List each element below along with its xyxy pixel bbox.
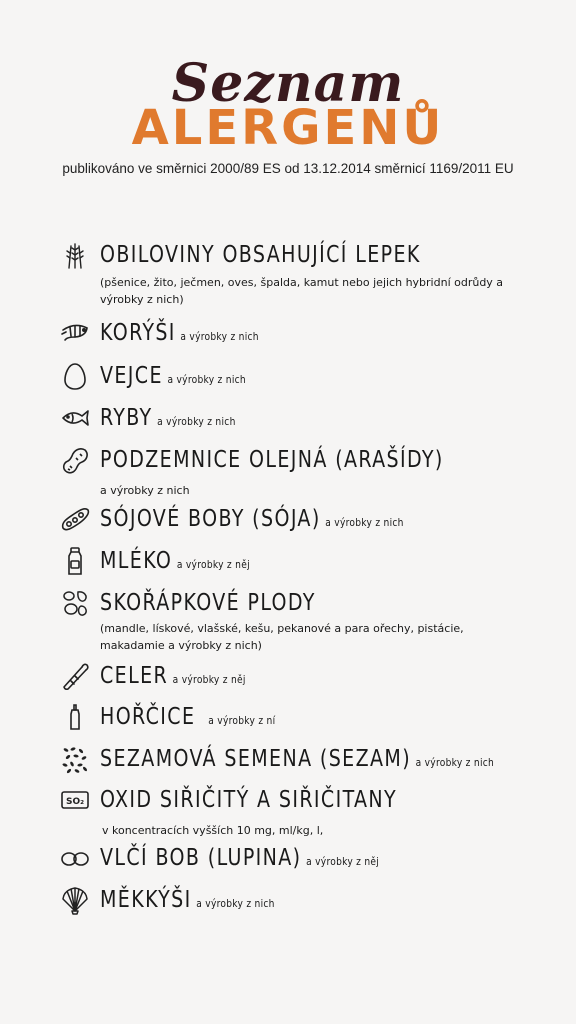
allergen-name: OBILOVINY OBSAHUJÍCÍ LEPEK: [100, 242, 421, 268]
allergen-name: KORÝŠI a výrobky z nich: [100, 320, 259, 346]
soybean-icon: [58, 504, 92, 534]
allergen-name: SEZAMOVÁ SEMENA (SEZAM) a výrobky z nich: [100, 746, 495, 772]
allergen-suffix: a výrobky z nich: [180, 330, 259, 343]
allergen-name: CELER a výrobky z něj: [100, 663, 246, 689]
so2-icon: [58, 785, 92, 815]
allergen-note: a výrobky z nich: [100, 484, 190, 497]
allergen-name: VLČÍ BOB (LUPINA) a výrobky z něj: [100, 845, 380, 871]
allergen-note: v koncentracích vyšších 10 mg, ml/kg, l,: [102, 824, 324, 837]
allergen-name: SKOŘÁPKOVÉ PLODY: [100, 590, 316, 616]
allergen-suffix: a výrobky z něj: [306, 855, 380, 868]
allergen-name: MLÉKO a výrobky z něj: [100, 548, 250, 574]
allergen-name: VEJCE a výrobky z nich: [100, 363, 246, 389]
allergen-name: MĚKKÝŠI a výrobky z nich: [100, 887, 275, 913]
subtitle: publikováno ve směrnici 2000/89 ES od 13.12.2014 směrnicí 1169/2011 EU: [62, 161, 514, 176]
mustard-bottle-icon: [58, 702, 92, 732]
egg-icon: [58, 361, 92, 391]
allergen-suffix: a výrobky z nich: [196, 897, 275, 910]
milk-bottle-icon: [58, 546, 92, 576]
wheat-icon: [58, 240, 92, 270]
lupin-icon: [58, 843, 92, 873]
celery-icon: [58, 661, 92, 691]
sesame-icon: [58, 744, 92, 774]
allergen-suffix: a výrobky z nich: [167, 373, 246, 386]
fish-icon: [58, 403, 92, 433]
svg-text:SO₂: SO₂: [66, 797, 85, 807]
allergen-note: (mandle, lískové, vlašské, kešu, pekanové a para ořechy, pistácie, makadamie a výrobky z nich): [100, 622, 464, 652]
allergen-suffix: a výrobky z ní: [208, 714, 276, 727]
nuts-icon: [58, 588, 92, 618]
allergen-name: RYBY a výrobky z nich: [100, 405, 236, 431]
shell-icon: [58, 885, 92, 915]
allergen-name: OXID SIŘIČITÝ A SIŘIČITANY: [100, 787, 397, 813]
title-main: ALERGENŮ: [131, 100, 445, 156]
shrimp-icon: [58, 318, 92, 348]
allergen-suffix: a výrobky z něj: [176, 558, 250, 571]
allergen-suffix: a výrobky z nich: [415, 756, 495, 769]
allergen-name: HOŘČICE a výrobky z ní: [100, 704, 276, 730]
title-script: Seznam: [171, 53, 405, 114]
allergen-name: PODZEMNICE OLEJNÁ (ARAŠÍDY): [100, 447, 444, 473]
peanut-icon: [58, 445, 92, 475]
allergen-suffix: a výrobky z něj: [172, 673, 246, 686]
allergen-note: (pšenice, žito, ječmen, oves, špalda, kamut nebo jejich hybridní odrůdy a výrobky z nich): [100, 276, 504, 306]
allergen-suffix: a výrobky z nich: [157, 415, 236, 428]
allergen-name: SÓJOVÉ BOBY (SÓJA) a výrobky z nich: [100, 506, 404, 532]
allergen-suffix: a výrobky z nich: [325, 516, 404, 529]
